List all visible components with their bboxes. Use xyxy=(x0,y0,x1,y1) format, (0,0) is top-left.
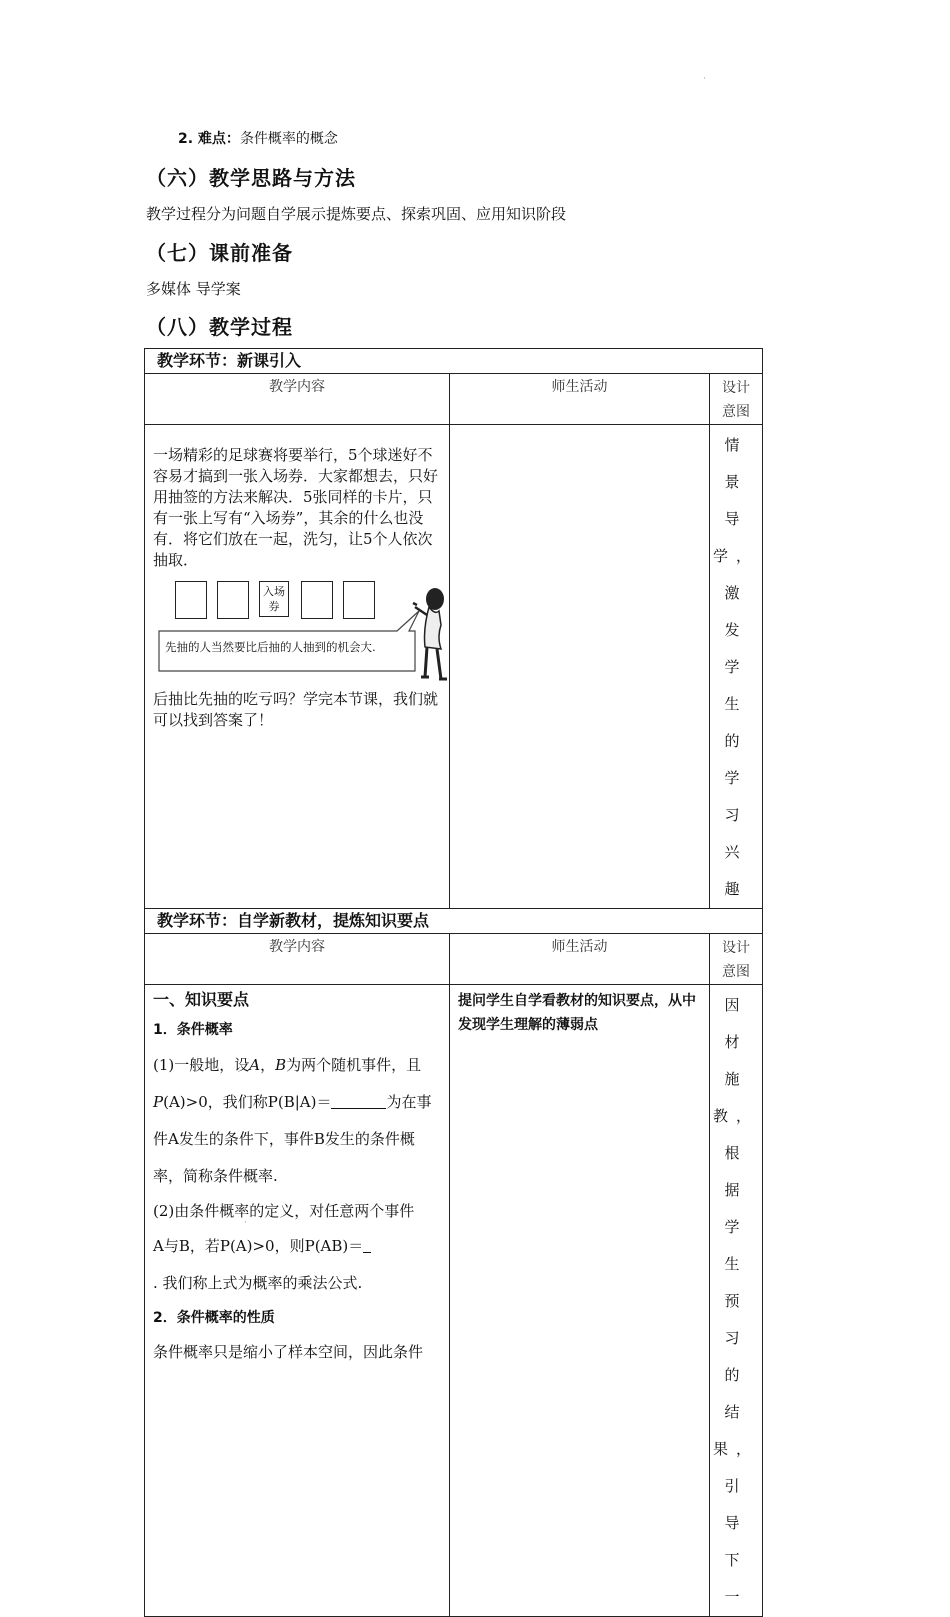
col-content-header-2: 教学内容 xyxy=(145,934,450,985)
definition-line-5: (2)由条件概率的定义，对任意两个事件 xyxy=(153,1202,415,1220)
difficulty-text: 条件概率的概念 xyxy=(239,131,338,147)
definition-line-3: 件A发生的条件下，事件B发生的条件概 xyxy=(153,1130,415,1148)
fill-blank xyxy=(363,1238,371,1253)
difficulty-label: 2. 难点： xyxy=(178,131,240,147)
stage-2-content xyxy=(145,985,450,1617)
section-6-title: （六）教学思路与方法 xyxy=(146,166,356,190)
section-8-title: （八）教学过程 xyxy=(146,315,293,339)
definition-line-7: . 我们称上式为概率的乘法公式. xyxy=(153,1274,363,1292)
stage-2-header: 教学环节：自学新教材，提炼知识要点 xyxy=(145,909,763,934)
section-7-title: （七）课前准备 xyxy=(146,241,293,265)
illustration xyxy=(145,571,449,689)
knowledge-points-title: 一、知识要点 xyxy=(153,990,250,1009)
stage-1-content xyxy=(145,425,450,909)
teaching-process-table xyxy=(144,348,763,1617)
col-activity-header: 师生活动 xyxy=(450,374,710,425)
col-intent-header: 设计 意图 xyxy=(710,374,763,425)
item-1-title: 1．条件概率 xyxy=(153,1022,233,1038)
closing-text: 后抽比先抽的吃亏吗？学完本节课，我们就可以找到答案了！ xyxy=(153,690,439,729)
stage-1-activity xyxy=(450,425,710,909)
difficulty-line xyxy=(178,128,338,148)
stage-2-activity: 提问学生自学看教材的知识要点，从中发现学生理解的薄弱点 xyxy=(450,985,710,1617)
col-content-header: 教学内容 xyxy=(145,374,450,425)
stage-2-intent: 因 材 施 教， 根 据 学 生 预 习 的 结 果， 引 导 下 一 xyxy=(710,985,763,1617)
ticket-card: 入场 券 xyxy=(259,581,289,617)
definition-line-6: A与B，若P(A)>0，则P(AB)＝ xyxy=(153,1228,441,1265)
man-figure-icon xyxy=(407,585,455,685)
story-text: 一场精彩的足球赛将要举行，5个球迷好不容易才搞到一张入场券．大家都想去，只好用抽签的方法来解决．5张同样的卡片，只有一张上写有“入场券”，其余的什么也没有．将它们放在一起，洗匀，让5个人依次抽取． xyxy=(153,446,439,569)
definition-line-4: 率，简称条件概率. xyxy=(153,1167,278,1185)
footer-mark: · xyxy=(244,1218,247,1228)
definition-line-1: (1)一般地，设A，B为两个随机事件，且 xyxy=(153,1056,422,1074)
stage-1-header: 教学环节：新课引入 xyxy=(145,349,763,374)
property-line: 条件概率只是缩小了样本空间，因此条件 xyxy=(153,1343,424,1361)
fill-blank xyxy=(331,1094,386,1109)
item-2-title: 2．条件概率的性质 xyxy=(153,1310,275,1326)
stage-1-intent: 情 景 导 学， 激 发 学 生 的 学 习 兴 趣 xyxy=(710,425,763,909)
section-7-body: 多媒体 导学案 xyxy=(146,280,241,298)
corner-mark: · xyxy=(703,74,706,84)
col-activity-header-2: 师生活动 xyxy=(450,934,710,985)
section-6-body: 教学过程分为问题自学展示提炼要点、探索巩固、应用知识阶段 xyxy=(146,205,567,223)
definition-line-2: P(A)>0，我们称P(B|A)＝ 为在事 xyxy=(153,1093,432,1111)
col-intent-header-2: 设计 意图 xyxy=(710,934,763,985)
speech-text: 先抽的人当然要比后抽的人抽到的机会大. xyxy=(165,640,376,654)
